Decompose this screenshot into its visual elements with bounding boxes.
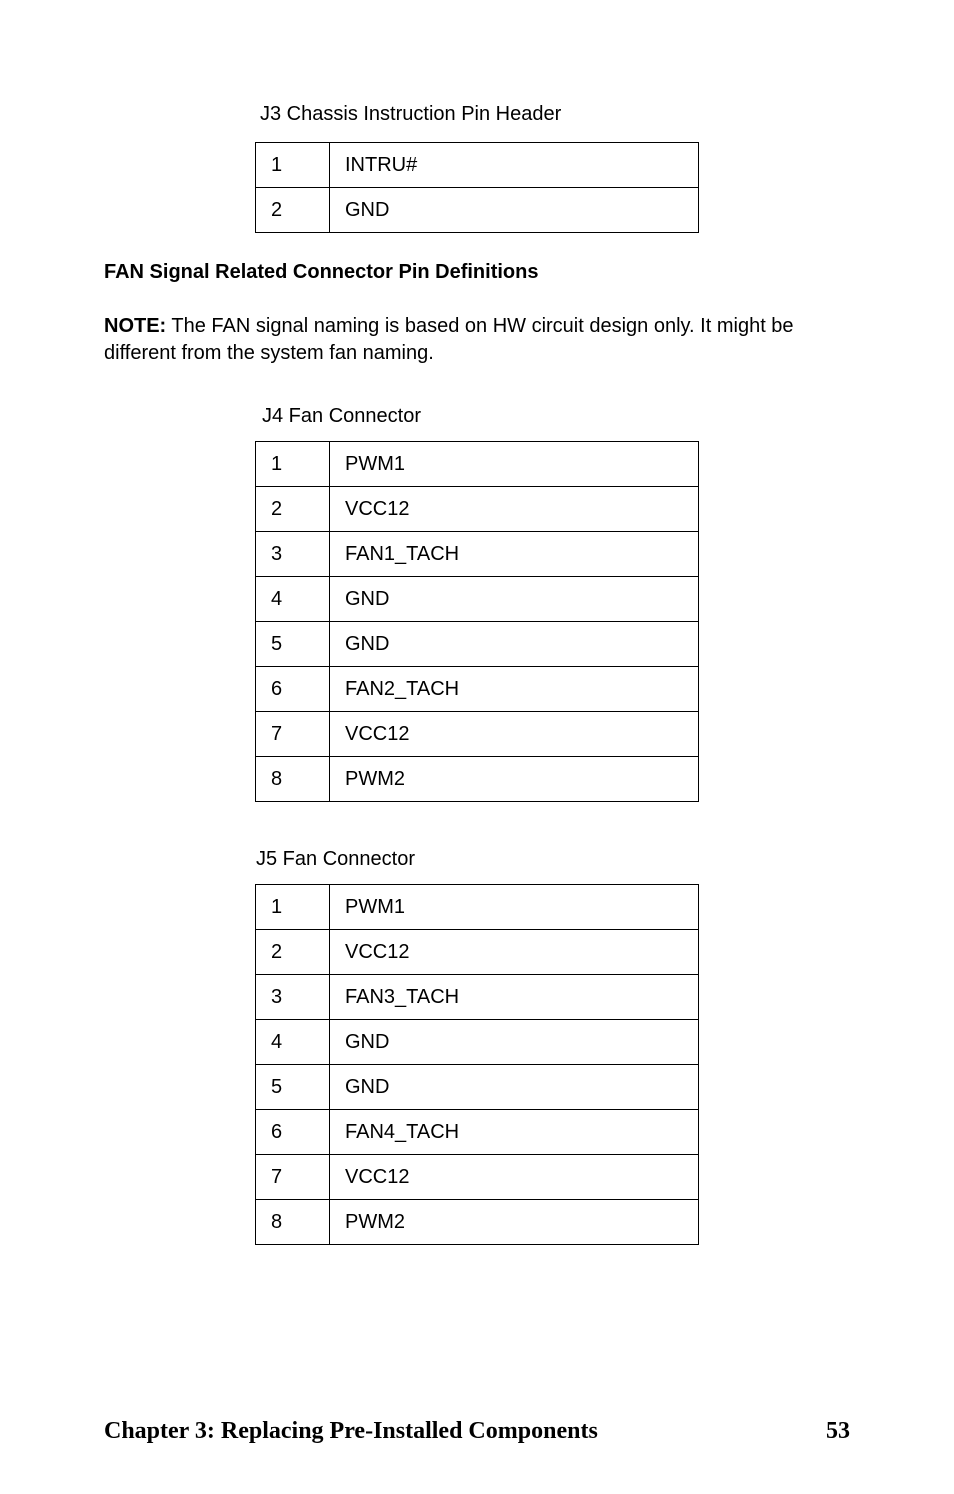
pin-signal: PWM1 xyxy=(330,442,699,487)
table-row xyxy=(256,930,699,975)
table-row xyxy=(256,487,699,532)
table-row xyxy=(256,757,699,802)
pin-number: 3 xyxy=(256,975,330,1020)
table-row xyxy=(256,885,699,930)
pin-signal: VCC12 xyxy=(330,930,699,975)
chapter-title: Chapter 3: Replacing Pre-Installed Components xyxy=(104,1418,598,1444)
pin-number: 2 xyxy=(256,188,330,233)
table-row xyxy=(256,1110,699,1155)
pin-signal: GND xyxy=(330,622,699,667)
table-row xyxy=(256,712,699,757)
j5-pin-table xyxy=(255,884,699,1245)
pin-number: 2 xyxy=(256,487,330,532)
pin-number: 8 xyxy=(256,757,330,802)
table-row xyxy=(256,1065,699,1110)
note-label: NOTE: xyxy=(104,315,167,337)
pin-signal: PWM2 xyxy=(330,1200,699,1245)
table-row xyxy=(256,188,699,233)
pin-signal: PWM1 xyxy=(330,885,699,930)
pin-signal: GND xyxy=(330,188,699,233)
table-row xyxy=(256,143,699,188)
table-row xyxy=(256,1155,699,1200)
pin-number: 3 xyxy=(256,532,330,577)
table-row xyxy=(256,622,699,667)
j4-pin-table xyxy=(255,441,699,802)
j3-caption: J3 Chassis Instruction Pin Header xyxy=(260,103,562,125)
pin-signal: FAN3_TACH xyxy=(330,975,699,1020)
section-heading: FAN Signal Related Connector Pin Definitions xyxy=(104,261,539,283)
note-paragraph xyxy=(104,313,844,367)
pin-signal: GND xyxy=(330,577,699,622)
table-row xyxy=(256,532,699,577)
table-row xyxy=(256,577,699,622)
pin-signal: INTRU# xyxy=(330,143,699,188)
pin-signal: PWM2 xyxy=(330,757,699,802)
j5-caption: J5 Fan Connector xyxy=(256,848,415,870)
pin-number: 7 xyxy=(256,712,330,757)
pin-number: 2 xyxy=(256,930,330,975)
pin-number: 4 xyxy=(256,1020,330,1065)
pin-signal: VCC12 xyxy=(330,487,699,532)
pin-signal: FAN2_TACH xyxy=(330,667,699,712)
j3-pin-table xyxy=(255,142,699,233)
j4-caption: J4 Fan Connector xyxy=(262,405,421,427)
page-number: 53 xyxy=(826,1418,850,1444)
note-text: The FAN signal naming is based on HW circuit design only. It might be different from the system fan naming. xyxy=(104,315,794,364)
pin-signal: FAN4_TACH xyxy=(330,1110,699,1155)
pin-number: 8 xyxy=(256,1200,330,1245)
pin-number: 5 xyxy=(256,1065,330,1110)
pin-signal: GND xyxy=(330,1065,699,1110)
pin-number: 6 xyxy=(256,667,330,712)
pin-signal: VCC12 xyxy=(330,1155,699,1200)
table-row xyxy=(256,1200,699,1245)
pin-number: 7 xyxy=(256,1155,330,1200)
pin-number: 4 xyxy=(256,577,330,622)
pin-number: 6 xyxy=(256,1110,330,1155)
table-row xyxy=(256,667,699,712)
page-footer xyxy=(104,1418,850,1445)
pin-number: 5 xyxy=(256,622,330,667)
table-row xyxy=(256,975,699,1020)
table-row xyxy=(256,1020,699,1065)
pin-signal: FAN1_TACH xyxy=(330,532,699,577)
pin-signal: VCC12 xyxy=(330,712,699,757)
pin-signal: GND xyxy=(330,1020,699,1065)
pin-number: 1 xyxy=(256,442,330,487)
table-row xyxy=(256,442,699,487)
pin-number: 1 xyxy=(256,143,330,188)
pin-number: 1 xyxy=(256,885,330,930)
